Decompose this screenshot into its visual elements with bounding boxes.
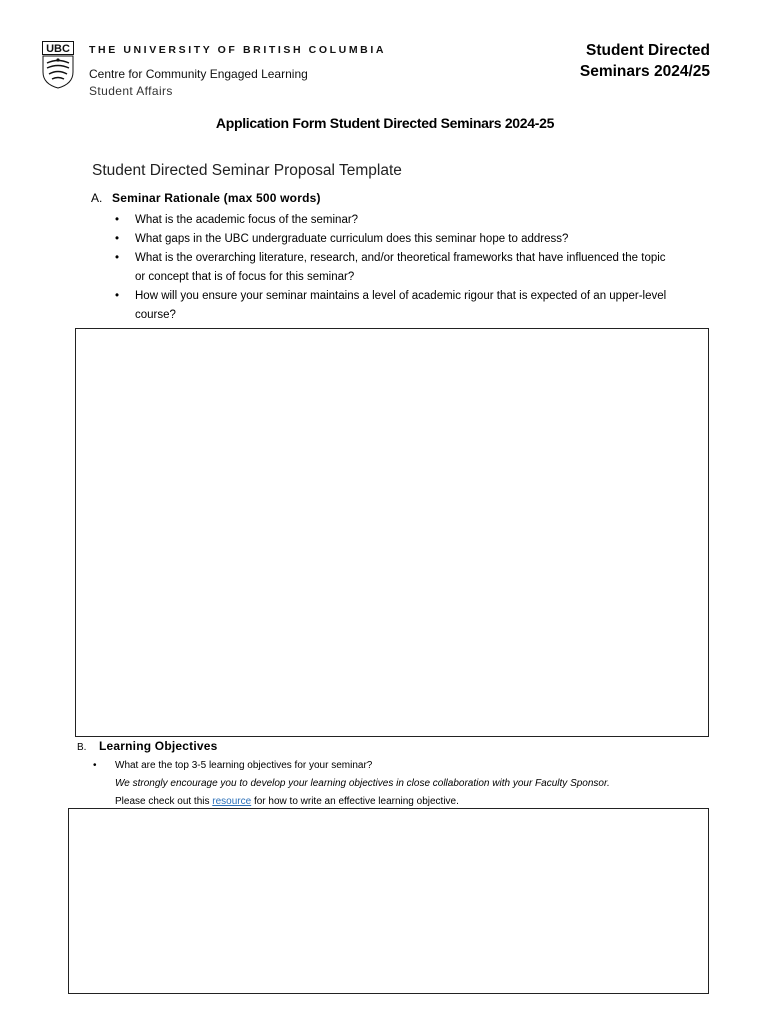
rationale-answer-box[interactable]: [75, 328, 709, 737]
resource-link[interactable]: resource: [212, 796, 252, 807]
centre-name: Centre for Community Engaged Learning: [89, 67, 308, 81]
template-title: Student Directed Seminar Proposal Template: [92, 162, 402, 179]
section-a-title: Seminar Rationale (max 500 words): [112, 191, 321, 205]
ubc-logo-icon: [42, 41, 74, 89]
list-item: [115, 230, 675, 249]
question-text: How will you ensure your seminar maintains a level of academic rigour that is expected of an upper-level course?: [135, 290, 667, 321]
question-text: What are the top 3-5 learning objectives for your seminar?: [115, 760, 373, 771]
resource-note-prefix: Please check out this: [115, 796, 213, 807]
bullet-icon: •: [115, 233, 120, 245]
section-a-questions: [115, 211, 675, 325]
university-name: THE UNIVERSITY OF BRITISH COLUMBIA: [89, 44, 387, 56]
section-b-heading: [77, 739, 218, 753]
question-text: What gaps in the UBC undergraduate curriculum does this seminar hope to address?: [135, 233, 569, 245]
list-item: [115, 249, 675, 287]
bullet-icon: •: [115, 252, 120, 264]
logo-text: UBC: [46, 43, 70, 55]
bullet-icon: •: [115, 214, 120, 226]
section-b-questions: [93, 757, 713, 811]
sponsor-note: We strongly encourage you to develop your learning objectives in close collaboration with your Faculty Sponsor.: [115, 778, 610, 789]
learning-objectives-answer-box[interactable]: [68, 808, 709, 994]
unit-name: Student Affairs: [89, 84, 173, 98]
resource-note-suffix: for how to write an effective learning objective.: [251, 796, 459, 807]
corner-title-line1: Student Directed: [585, 42, 710, 59]
list-item: [93, 757, 713, 811]
section-b-title: Learning Objectives: [99, 739, 218, 753]
section-a-heading: [91, 191, 321, 205]
bullet-icon: •: [93, 760, 97, 771]
question-text: What is the overarching literature, research, and/or theoretical frameworks that have influenced the topic or concept that is of focus for this seminar?: [135, 252, 666, 283]
question-text: What is the academic focus of the seminar?: [135, 214, 359, 226]
corner-title-line2: Seminars 2024/25: [579, 63, 710, 80]
bullet-icon: •: [115, 290, 120, 302]
corner-title: [580, 40, 710, 82]
form-title: Application Form Student Directed Seminars 2024-25: [215, 115, 555, 131]
section-a-letter: A.: [91, 191, 103, 205]
section-b-letter: B.: [77, 742, 87, 753]
list-item: [115, 211, 675, 230]
list-item: [115, 287, 675, 325]
